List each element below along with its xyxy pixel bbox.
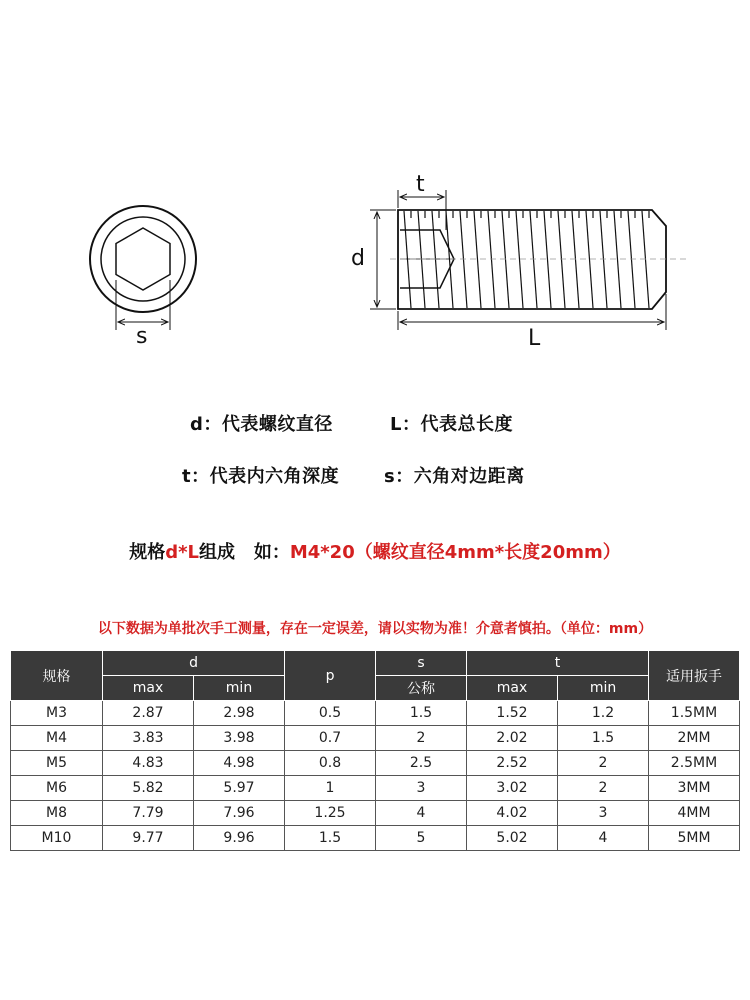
cell-d-min: 4.98 xyxy=(194,751,285,776)
cell-s-nominal: 3 xyxy=(376,776,467,801)
cell-d-max: 3.83 xyxy=(103,726,194,751)
cell-wrench: 3MM xyxy=(649,776,740,801)
cell-t-max: 5.02 xyxy=(467,826,558,851)
cell-d-max: 7.79 xyxy=(103,801,194,826)
table-row xyxy=(11,801,740,826)
cell-t-min: 2 xyxy=(558,776,649,801)
cell-d-min: 9.96 xyxy=(194,826,285,851)
cell-wrench: 2.5MM xyxy=(649,751,740,776)
set-screw-diagram xyxy=(0,0,750,400)
spec-prefix: 规格 xyxy=(129,542,166,563)
cell-t-max: 2.52 xyxy=(467,751,558,776)
spec-code: d*L xyxy=(165,542,200,563)
legend-s: s：六角对边距离 xyxy=(384,466,525,487)
cell-s-nominal: 5 xyxy=(376,826,467,851)
cell-spec: M8 xyxy=(11,801,103,826)
cell-wrench: 5MM xyxy=(649,826,740,851)
cell-t-min: 1.2 xyxy=(558,701,649,726)
header-s: s xyxy=(376,651,467,676)
header-spec: 规格 xyxy=(11,651,103,701)
header-d-max: max xyxy=(103,676,194,701)
header-t: t xyxy=(467,651,649,676)
cell-d-min: 7.96 xyxy=(194,801,285,826)
cell-d-max: 2.87 xyxy=(103,701,194,726)
L-dimension-label: L xyxy=(528,326,541,351)
cell-d-max: 9.77 xyxy=(103,826,194,851)
d-dimension-label: d xyxy=(351,246,365,271)
cell-spec: M3 xyxy=(11,701,103,726)
table-row xyxy=(11,726,740,751)
end-view xyxy=(90,206,196,330)
cell-d-min: 2.98 xyxy=(194,701,285,726)
cell-t-max: 1.52 xyxy=(467,701,558,726)
cell-d-max: 4.83 xyxy=(103,751,194,776)
cell-spec: M5 xyxy=(11,751,103,776)
cell-wrench: 2MM xyxy=(649,726,740,751)
cell-p: 0.5 xyxy=(285,701,376,726)
cell-p: 1.5 xyxy=(285,826,376,851)
spec-table xyxy=(10,650,740,851)
cell-p: 0.7 xyxy=(285,726,376,751)
spec-composition-line xyxy=(0,538,750,564)
cell-d-max: 5.82 xyxy=(103,776,194,801)
cell-spec: M6 xyxy=(11,776,103,801)
legend-L: L：代表总长度 xyxy=(390,414,513,435)
measurement-note: 以下数据为单批次手工测量，存在一定误差，请以实物为准！介意者慎拍。（单位：mm） xyxy=(97,621,653,637)
header-t-max: max xyxy=(467,676,558,701)
cell-s-nominal: 1.5 xyxy=(376,701,467,726)
cell-spec: M4 xyxy=(11,726,103,751)
spec-middle: 组成 如： xyxy=(199,542,290,563)
table-row xyxy=(11,751,740,776)
cell-t-min: 3 xyxy=(558,801,649,826)
cell-d-min: 3.98 xyxy=(194,726,285,751)
cell-p: 0.8 xyxy=(285,751,376,776)
legend-t: t：代表内六角深度 xyxy=(182,466,340,487)
cell-t-max: 3.02 xyxy=(467,776,558,801)
cell-t-max: 2.02 xyxy=(467,726,558,751)
cell-spec: M10 xyxy=(11,826,103,851)
t-dimension-label: t xyxy=(416,172,425,197)
cell-s-nominal: 2 xyxy=(376,726,467,751)
cell-d-min: 5.97 xyxy=(194,776,285,801)
header-s-nominal: 公称 xyxy=(376,676,467,701)
table-row xyxy=(11,826,740,851)
side-view xyxy=(370,190,690,330)
header-d-min: min xyxy=(194,676,285,701)
header-wrench: 适用扳手 xyxy=(649,651,740,701)
header-t-min: min xyxy=(558,676,649,701)
cell-t-min: 1.5 xyxy=(558,726,649,751)
cell-t-max: 4.02 xyxy=(467,801,558,826)
cell-wrench: 1.5MM xyxy=(649,701,740,726)
cell-wrench: 4MM xyxy=(649,801,740,826)
header-d: d xyxy=(103,651,285,676)
cell-t-min: 2 xyxy=(558,751,649,776)
cell-t-min: 4 xyxy=(558,826,649,851)
header-p: p xyxy=(285,651,376,701)
spec-example: M4*20（螺纹直径4mm*长度20mm） xyxy=(289,542,621,563)
s-dimension-label: s xyxy=(136,324,148,349)
table-row xyxy=(11,776,740,801)
legend-d: d：代表螺纹直径 xyxy=(190,414,333,435)
cell-s-nominal: 4 xyxy=(376,801,467,826)
cell-s-nominal: 2.5 xyxy=(376,751,467,776)
cell-p: 1 xyxy=(285,776,376,801)
cell-p: 1.25 xyxy=(285,801,376,826)
table-row xyxy=(11,701,740,726)
